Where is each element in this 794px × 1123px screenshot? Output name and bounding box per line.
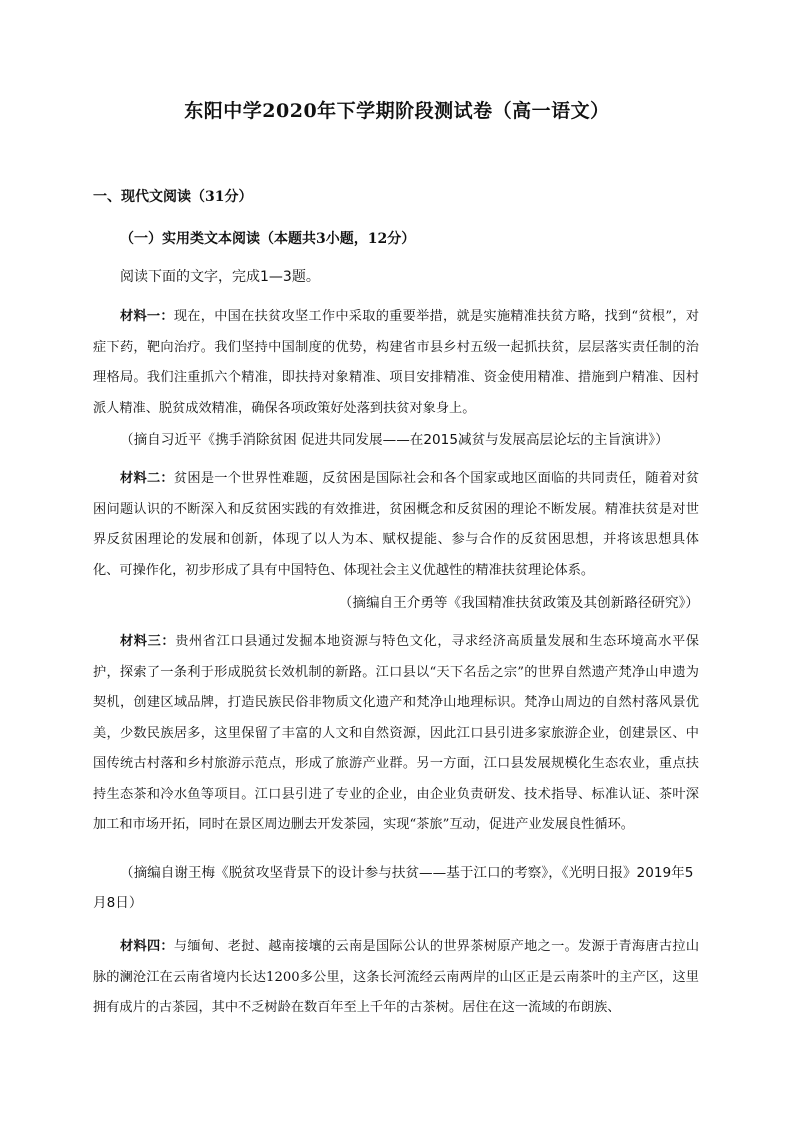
material-1-label: 材料一： bbox=[120, 309, 174, 324]
material-1-source: （摘自习近平《携手消除贫困 促进共同发展——在2015减贫与发展高层论坛的主旨演讲》） bbox=[120, 432, 669, 448]
material-3-text: 贵州省江口县通过发掘本地资源与特色文化，寻求经济高质量发展和生态环境高水平保护，探索了一条利于形成脱贫长效机制的新路。江口县以“天下名岳之宗”的世界自然遗产梵净山申遗为契机，创建区域品牌，打造民族民俗非物质文化遗产和梵净山地理标识。梵净山周边的自然村落风景优美，少数民族居多，这里保留了丰富的人文和自然资源，因此江口县引进多家旅游企业，创建景区、中国传统古村落和乡村旅游示范点，形成了旅游产业群。另一方面，江口县发展规模化生态农业，重点扶持生态茶和冷水鱼等项目。江口县引进了专业的企业，由企业负责研发、技术指导、标准认证、茶叶深加工和市场开拓，同时在景区周边删去开发茶园，实现“茶旅”互动，促进产业发展良性循环。 bbox=[93, 634, 699, 832]
material-2-label: 材料二： bbox=[120, 471, 174, 486]
material-1-paragraph bbox=[93, 302, 699, 424]
material-2-paragraph bbox=[93, 464, 699, 586]
reading-instruction: 阅读下面的文字，完成1—3题。 bbox=[120, 269, 320, 285]
material-2-text: 贫困是一个世界性难题，反贫困是国际社会和各个国家或地区面临的共同责任，随着对贫困问题认识的不断深入和反贫困实践的有效推进，贫困概念和反贫困的理论不断发展。精准扶贫是对世界反贫困理论的发展和创新，体现了以人为本、赋权提能、参与合作的反贫困思想，并将该思想具体化、可操作化，初步形成了具有中国特色、体现社会主义优越性的精准扶贫理论体系。 bbox=[93, 471, 700, 578]
material-1-text: 现在，中国在扶贫攻坚工作中采取的重要举措，就是实施精准扶贫方略，找到“贫根”，对症下药，靶向治疗。我们坚持中国制度的优势，构建省市县乡村五级一起抓扶贫，层层落实责任制的治理格局。我们注重抓六个精准，即扶持对象精准、项目安排精准、资金使用精准、措施到户精准、因村派人精准、脱贫成效精准，确保各项政策好处落到扶贫对象身上。 bbox=[93, 309, 700, 416]
material-4-label: 材料四： bbox=[120, 939, 174, 954]
subsection-heading: （一）实用类文本阅读（本题共3小题，12分） bbox=[120, 231, 416, 247]
page-title: 东阳中学2020年下学期阶段测试卷（高一语文） bbox=[184, 100, 610, 122]
material-3-label: 材料三： bbox=[120, 634, 176, 649]
material-3-paragraph bbox=[93, 627, 699, 841]
material-2-source: （摘编自王介勇等《我国精准扶贫政策及其创新路径研究》） bbox=[338, 595, 699, 611]
section-heading: 一、现代文阅读（31分） bbox=[93, 189, 253, 205]
material-4-text: 与缅甸、老挝、越南接壤的云南是国际公认的世界茶树原产地之一。发源于青海唐古拉山脉的澜沧江在云南省境内长达1200多公里，这条长河流经云南两岸的山区正是云南茶叶的主产区，这里拥有成片的古茶园，其中不乏树龄在数百年至上千年的古茶树。居住在这一流域的布朗族、 bbox=[93, 939, 700, 1015]
material-3-source: （摘编自谢王梅《脱贫攻坚背景下的设计参与扶贫——基于江口的考察》，《光明日报》2019年5月8日） bbox=[93, 865, 694, 911]
material-4-paragraph bbox=[93, 932, 699, 1024]
